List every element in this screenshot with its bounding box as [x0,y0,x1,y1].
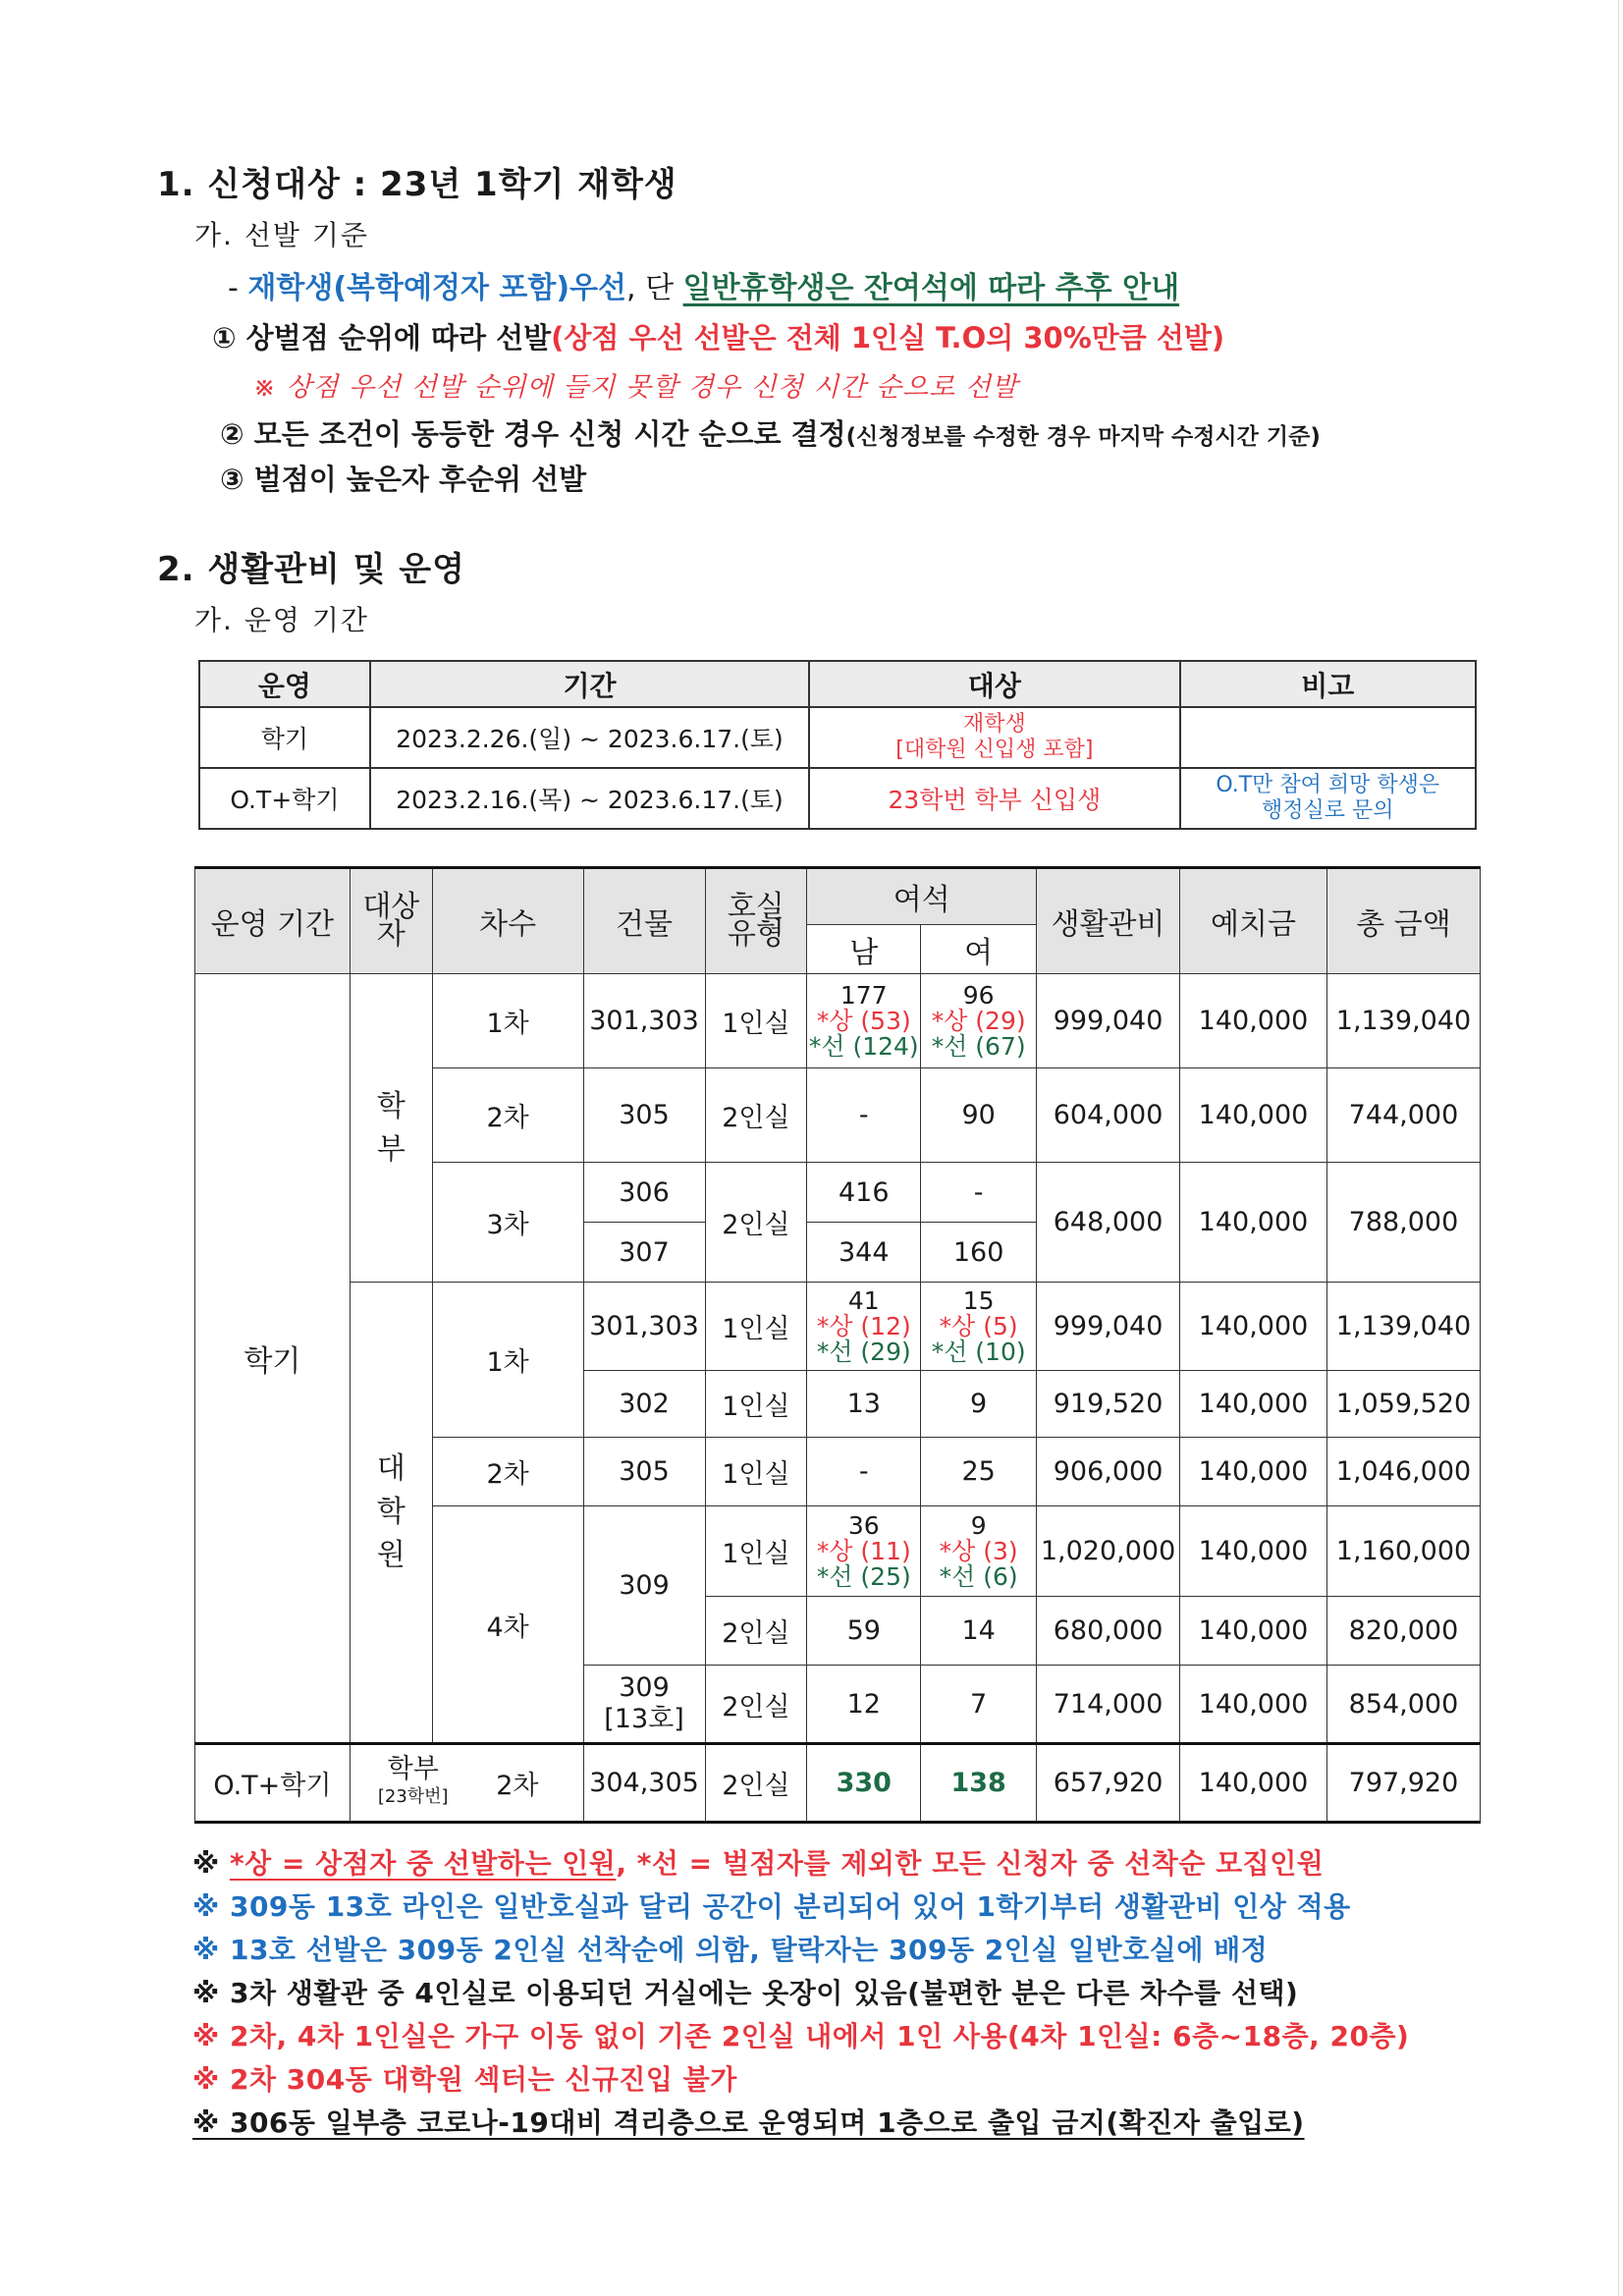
deposit-cell: 140,000 [1180,1506,1327,1597]
fee-cell: 999,040 [1037,1283,1180,1371]
h-round: 차수 [432,868,583,974]
building-cell: 301,303 [583,974,705,1068]
total-cell: 788,000 [1326,1163,1480,1283]
period-table [198,660,1477,830]
male-cell: - [807,1068,921,1163]
building-cell: 309 [583,1506,705,1666]
section2-heading: 2. 생활관비 및 운영 [157,550,465,589]
semester-cell: 학기 [195,974,351,1744]
m-normal: *선 (124) [808,1031,919,1061]
note-7: ※ 306동 일부층 코로나-19대비 격리층으로 운영되며 1층으로 출입 금지(확진자 출입로) [192,2106,1305,2139]
round-cell: 2차 [432,1068,583,1163]
h-target [350,868,432,974]
total-cell: 744,000 [1326,1068,1480,1163]
section1-heading: 1. 신청대상 : 23년 1학기 재학생 [157,165,677,204]
m-count: 36 [847,1510,880,1540]
fee-cell: 1,020,000 [1037,1506,1180,1597]
h-room-1: 호실 [727,890,784,924]
deposit-cell: 140,000 [1180,1163,1327,1283]
note-2: ※ 309동 13호 라인은 일반호실과 달리 공간이 분리되어 있어 1학기부터 생활관비 인상 적용 [192,1890,1351,1923]
h-building: 건물 [583,868,705,974]
ot-target [377,1753,449,1811]
period-table-header [199,661,1476,707]
building-cell: 301,303 [583,1283,705,1371]
building-l1: 309 [619,1672,670,1703]
type-cell: 2인실 [705,1744,807,1823]
fee-header-row-1 [195,868,1481,925]
fee-cell: 906,000 [1037,1438,1180,1506]
target-cell: 23학번 학부 신입생 [809,768,1179,829]
note-4: ※ 3차 생활관 중 4인실로 이용되던 거실에는 옷장이 있음(불편한 분은 다른 차수를 선택) [192,1977,1299,2009]
round-cell: 1차 [432,974,583,1068]
leave-text: 일반휴학생은 잔여석에 따라 추후 안내 [682,271,1180,305]
header-target: 대상 [809,661,1179,707]
note-3: ※ 13호 선발은 309동 2인실 선착순에 의함, 탈락자는 309동 2인실 일반호실에 배정 [192,1934,1269,1966]
total-cell: 854,000 [1326,1666,1480,1744]
building-cell: 306 [583,1163,705,1223]
num-3: ③ [220,463,244,496]
num-2: ② [220,417,244,451]
total-cell: 1,139,040 [1326,974,1480,1068]
h-fee: 생활관비 [1037,868,1180,974]
note-l1: O.T만 참여 희망 학생은 [1216,773,1440,797]
total-cell: 1,139,040 [1326,1283,1480,1371]
gr-2: 학 [376,1495,406,1529]
total-cell: 1,059,520 [1326,1371,1480,1438]
note-cell [1180,707,1476,768]
fee-cell: 657,920 [1037,1744,1180,1823]
num-1: ① [212,321,237,355]
f-count: 9 [970,1510,987,1540]
period-cell: 2023.2.16.(목) ~ 2023.6.17.(토) [370,768,809,829]
gr-1: 대 [376,1451,406,1486]
note-1-red: *상 = 상점자 중 선발하는 인원 [229,1847,617,1880]
type-cell: 2인실 [705,1597,807,1666]
grad-cell [350,1283,432,1744]
note-1-prefix: ※ [192,1847,230,1880]
fee-cell: 919,520 [1037,1371,1180,1438]
male-cell: 416 [807,1163,921,1223]
h-room-2: 유형 [727,917,784,952]
h-total: 총 금액 [1326,868,1480,974]
deposit-cell: 140,000 [1180,1666,1327,1744]
table-row [195,974,1481,1068]
total-cell: 1,160,000 [1326,1506,1480,1597]
criteria-item-3 [220,458,586,498]
male-cell: 13 [807,1371,921,1438]
total-cell: 820,000 [1326,1597,1480,1666]
target-l2: [대학원 신입생 포함] [895,738,1094,762]
f-merit: *상 (5) [939,1311,1018,1340]
f-count: 96 [962,980,995,1010]
male-cell: 344 [807,1223,921,1283]
female-cell: 90 [921,1068,1037,1163]
ot-row [195,1744,1481,1823]
period-cell: 2023.2.26.(일) ~ 2023.6.17.(토) [370,707,809,768]
female-cell: 160 [921,1223,1037,1283]
header-note: 비고 [1180,661,1476,707]
section1-sub-a: 가. 선발 기준 [194,219,369,251]
ug-2: 부 [376,1131,406,1167]
note-1 [192,1842,1324,1882]
ot-target-l2: [23학번] [377,1785,449,1807]
deposit-cell: 140,000 [1180,1597,1327,1666]
note-5: ※ 2차, 4차 1인실은 가구 이동 없이 기존 2인실 내에서 1인 사용(4차 1인실: 6층~18층, 20층) [192,2020,1410,2052]
fee-table [194,866,1481,1824]
building-cell: 305 [583,1438,705,1506]
header-period: 기간 [370,661,809,707]
building-cell: 302 [583,1371,705,1438]
fee-cell: 714,000 [1037,1666,1180,1744]
h-period: 운영 기간 [195,868,351,974]
undergrad-cell [350,974,432,1283]
item2-text: 모든 조건이 동등한 경우 신청 시간 순으로 결정 [253,417,846,451]
deposit-cell: 140,000 [1180,1068,1327,1163]
m-normal: *선 (25) [816,1561,911,1591]
deposit-cell: 140,000 [1180,1438,1327,1506]
h-target-1: 대상 [362,890,420,924]
header-op: 운영 [199,661,370,707]
op-cell: 학기 [199,707,370,768]
type-cell: 1인실 [705,1438,807,1506]
item1-red: (상점 우선 선발은 전체 1인실 T.O의 30%만큼 선발) [551,321,1225,355]
building-cell: 307 [583,1223,705,1283]
fee-cell: 999,040 [1037,974,1180,1068]
f-normal: *선 (6) [939,1561,1018,1591]
h-female: 여 [921,925,1037,974]
ot-target-l1: 학부 [387,1753,439,1784]
deposit-cell: 140,000 [1180,1283,1327,1371]
note-1-red-2: , *선 = 벌점자를 제외한 모든 신청자 중 선착순 모집인원 [616,1847,1325,1880]
criteria-line [228,263,1179,306]
criteria-item-1-note: ※ 상점 우선 선발 순위에 들지 못할 경우 신청 시간 순으로 선발 [253,372,1018,403]
m-count: 41 [847,1285,880,1315]
priority-text: 재학생(복학예정자 포함)우선 [247,271,627,305]
fee-cell: 648,000 [1037,1163,1180,1283]
round-cell: 3차 [432,1163,583,1283]
op-cell: O.T+학기 [199,768,370,829]
female-cell [921,974,1037,1068]
type-cell: 1인실 [705,1506,807,1597]
item3-text: 벌점이 높은자 후순위 선발 [253,463,587,496]
fee-cell: 680,000 [1037,1597,1180,1666]
total-cell: 1,046,000 [1326,1438,1480,1506]
fee-cell: 604,000 [1037,1068,1180,1163]
table-row [199,707,1476,768]
type-cell: 2인실 [705,1163,807,1283]
building-cell: 305 [583,1068,705,1163]
male-cell: 59 [807,1597,921,1666]
item1-text: 상벌점 순위에 따라 선발 [245,321,552,355]
table-row [199,768,1476,829]
h-deposit: 예치금 [1180,868,1327,974]
female-cell: 138 [921,1744,1037,1823]
dash: - [228,271,248,305]
type-cell: 2인실 [705,1666,807,1744]
m-merit: *상 (12) [816,1311,911,1340]
target-cell [809,707,1179,768]
f-normal: *선 (10) [931,1337,1026,1366]
note-6: ※ 2차 304동 대학원 섹터는 신규진입 불가 [192,2063,737,2096]
table-row [195,1283,1481,1371]
f-merit: *상 (3) [939,1536,1018,1565]
female-cell [921,1283,1037,1371]
male-cell: 330 [807,1744,921,1823]
m-normal: *선 (29) [816,1337,911,1366]
h-male: 남 [807,925,921,974]
male-cell [807,1283,921,1371]
page-edge [1618,0,1619,2296]
type-cell: 1인실 [705,1371,807,1438]
m-merit: *상 (53) [816,1006,911,1035]
m-count: 177 [839,980,888,1010]
but-text: , 단 [626,271,683,305]
h-room [705,868,807,974]
note-l2: 행정실로 문의 [1262,798,1394,823]
criteria-item-1 [212,316,1224,356]
criteria-item-2 [220,412,1321,453]
female-cell: - [921,1163,1037,1223]
item2-small: (신청정보를 수정한 경우 마지막 수정시간 기준) [845,424,1321,450]
ug-1: 학 [376,1088,406,1123]
male-cell [807,1506,921,1597]
ot-period-cell: O.T+학기 [195,1744,351,1823]
female-cell [921,1506,1037,1597]
deposit-cell: 140,000 [1180,1744,1327,1823]
f-normal: *선 (67) [931,1031,1026,1061]
h-seats: 여석 [807,868,1037,925]
h-target-2: 자 [376,917,406,952]
type-cell: 2인실 [705,1068,807,1163]
female-cell: 9 [921,1371,1037,1438]
gr-3: 원 [376,1538,406,1572]
building-cell: 304,305 [583,1744,705,1823]
female-cell: 14 [921,1597,1037,1666]
ot-target-round-cell [350,1744,583,1823]
male-cell: 12 [807,1666,921,1744]
deposit-cell: 140,000 [1180,974,1327,1068]
f-merit: *상 (29) [931,1006,1026,1035]
round-cell: 1차 [432,1283,583,1438]
total-cell: 797,920 [1326,1744,1480,1823]
round-cell: 2차 [432,1438,583,1506]
building-l2: [13호] [604,1704,684,1734]
male-cell: - [807,1438,921,1506]
female-cell: 25 [921,1438,1037,1506]
section2-sub-a: 가. 운영 기간 [194,604,369,636]
type-cell: 1인실 [705,974,807,1068]
ot-round: 2차 [496,1771,539,1801]
building-cell [583,1666,705,1744]
female-cell: 7 [921,1666,1037,1744]
type-cell: 1인실 [705,1283,807,1371]
m-merit: *상 (11) [816,1536,911,1565]
deposit-cell: 140,000 [1180,1371,1327,1438]
round-cell: 4차 [432,1506,583,1744]
target-l1: 재학생 [962,712,1026,737]
note-cell [1180,768,1476,829]
f-count: 15 [962,1285,995,1315]
male-cell [807,974,921,1068]
